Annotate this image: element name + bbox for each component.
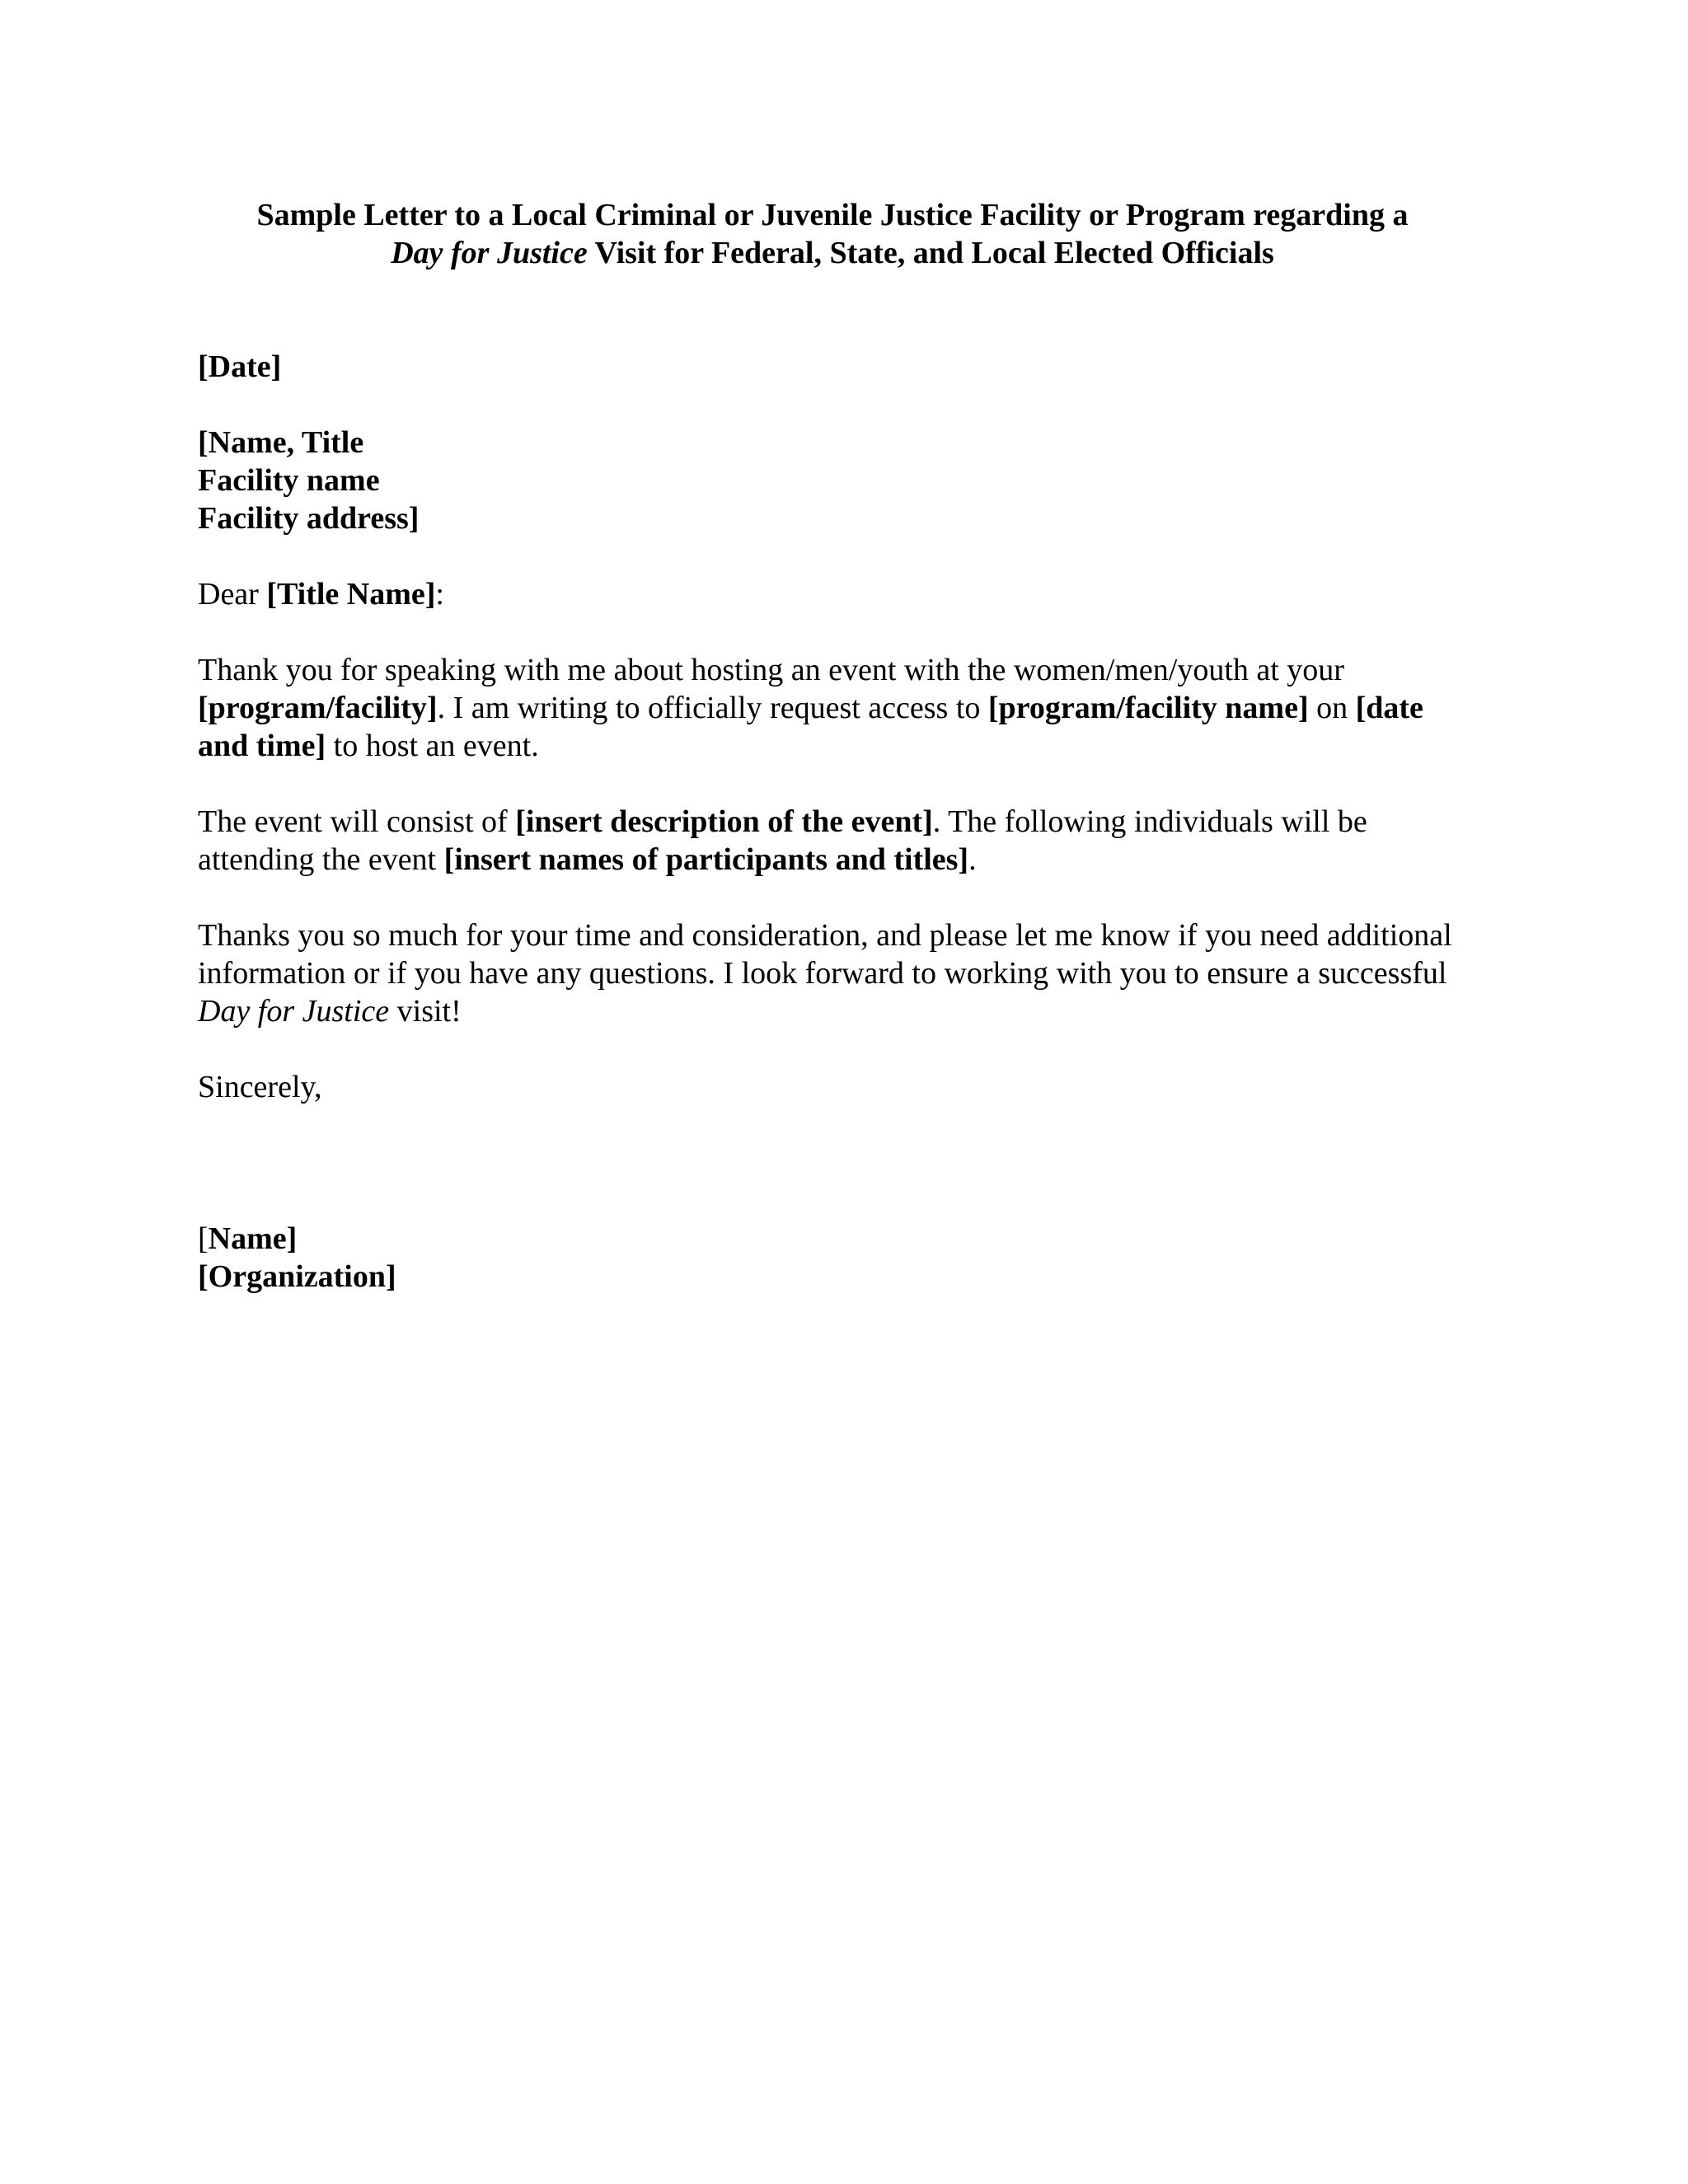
p2-text-2: . The following individuals will be attending the event [198, 804, 1367, 877]
signature-organization: [Organization] [198, 1259, 396, 1294]
salutation-prefix: Dear [198, 577, 267, 612]
title-italic-event-name: Day for Justice [391, 236, 588, 270]
p2-participants: [insert names of participants and titles] [443, 842, 969, 877]
letter-page [198, 196, 1467, 1296]
p3-event-name: Day for Justice [198, 994, 390, 1029]
p3-text-2: visit! [389, 994, 462, 1029]
p1-program-facility-name: [program/facility name] [987, 691, 1309, 725]
recipient-facility-address: Facility address] [198, 501, 420, 536]
title-line-2-rest: Visit for Federal, State, and Local Elected Officials [587, 236, 1274, 270]
signature-name-text: Name] [208, 1221, 298, 1256]
paragraph-event-description [198, 803, 1467, 879]
salutation [198, 575, 1467, 613]
letter-title [198, 196, 1467, 272]
date-placeholder [198, 348, 1467, 386]
signature-block [198, 1220, 1467, 1296]
p3-text-1: Thanks you so much for your time and consideration, and please let me know if you need additional information or if you have any questions. I look forward to working with you to ensure a successful [198, 918, 1452, 991]
signature-name [198, 1220, 1467, 1258]
recipient-address [198, 424, 1467, 537]
p2-text-3: . [968, 842, 977, 877]
signature-bracket: [ [198, 1221, 209, 1256]
p1-text-2: . I am writing to officially request access to [437, 691, 988, 725]
recipient-name-title: [Name, Title [198, 425, 364, 460]
p1-program-facility: [program/facility] [198, 691, 438, 725]
paragraph-request [198, 651, 1467, 765]
p2-event-description: [insert description of the event] [515, 804, 933, 839]
p1-date-time: [date and time] [198, 691, 1423, 763]
salutation-name: [Title Name] [266, 577, 436, 612]
p2-text-1: The event will consist of [198, 804, 516, 839]
title-line-2 [198, 234, 1467, 272]
p1-text-3: on [1308, 691, 1356, 725]
paragraph-thanks [198, 916, 1467, 1030]
p1-text-1: Thank you for speaking with me about hosting an event with the women/men/youth at your [198, 653, 1344, 687]
closing: Sincerely, [198, 1070, 322, 1104]
title-line-1: Sample Letter to a Local Criminal or Juvenile Justice Facility or Program regarding a [256, 198, 1409, 232]
recipient-facility-name: Facility name [198, 463, 380, 498]
p1-text-4: to host an event. [326, 729, 539, 763]
date-text: [Date] [198, 349, 282, 384]
salutation-suffix: : [435, 577, 444, 612]
